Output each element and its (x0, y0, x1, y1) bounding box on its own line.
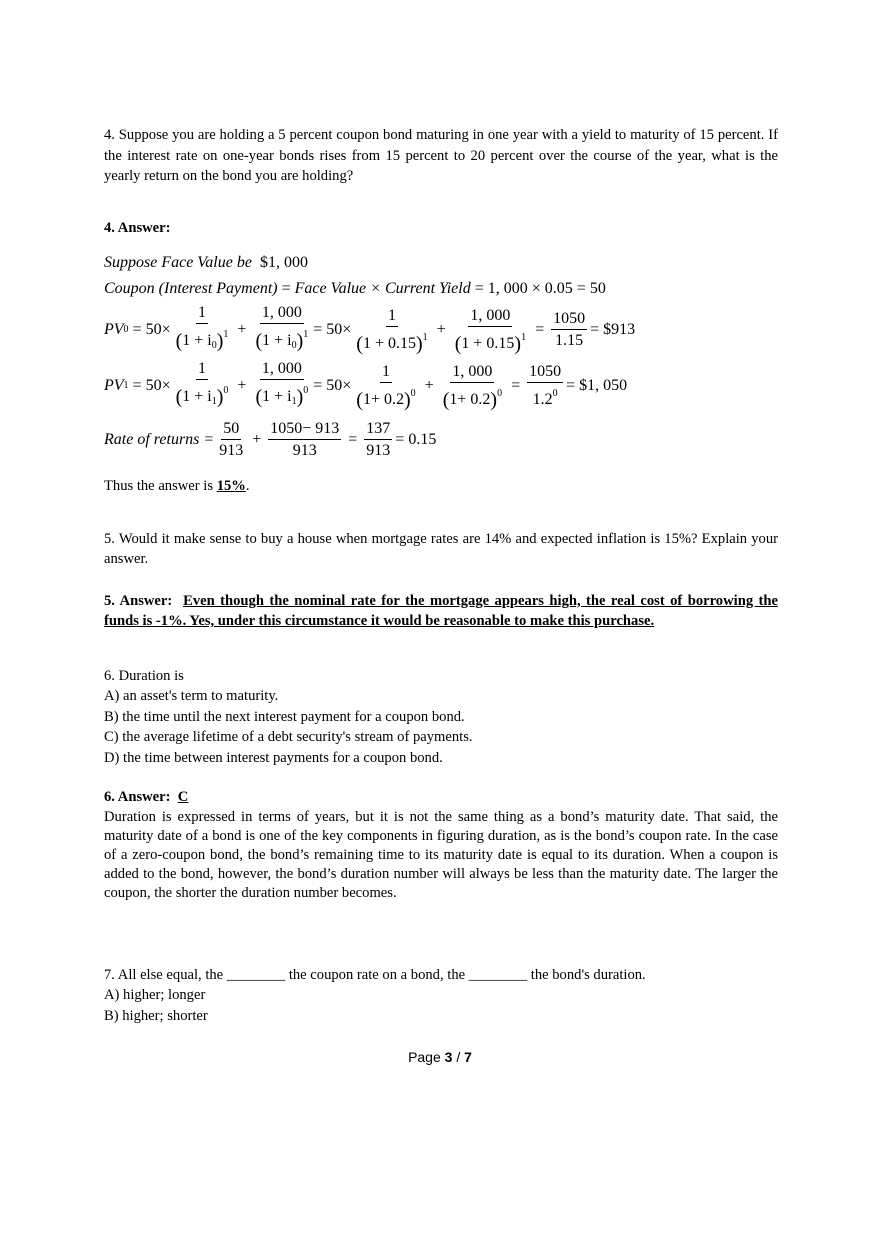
ror-label: Rate of returns = (104, 430, 215, 448)
face-value-line (104, 250, 778, 276)
question-6-explanation: Duration is expressed in terms of years, but it is not the same thing as a bond’s maturity date. That said, the maturity date of a bond is one of the key components in figuring duration, as is the bond’s coupon rate. In the case of a zero-coupon bond, the bond’s remaining time to its maturity date is equal to its duration. When a coupon is added to the bond, however, the bond’s duration number will always be less than the maturity date. The larger the coupon, the shorter the duration number becomes. (104, 808, 778, 901)
pv1-equation: PV 1 = 50× $\frac{1}{(1 + i_1)^0}$ + $\frac{1, 000}{(1 + i_1)^0}$ = 50× $\frac{1}{(1+ 0.2)^0}$ + $\frac{1, 000}{(1+ 0.2)^0}$ = $\frac{1050}{1.2^0}$ = $1, 050 (104, 360, 628, 411)
coupon-line: Coupon (Interest Payment) = Face Value × Current Yield = 1, 000 × 0.05 = 50 (104, 276, 778, 302)
question-6-text: 6. Duration is (104, 667, 184, 684)
fraction-denominator: $(1+ 0.2)^0$ (442, 387, 503, 411)
fraction-denominator: 913 (219, 441, 244, 459)
fraction-numerator: 50 (221, 420, 241, 440)
fraction-denominator: $(1 + i_0)^1$ (255, 329, 309, 352)
question-6-answer-heading: 6. Answer: (104, 789, 171, 805)
ror-fraction-2 (268, 420, 341, 461)
pv1-label: PV (104, 376, 124, 394)
question-6-option-d: D) the time between interest payments for a coupon bond. (104, 749, 443, 766)
page-content (104, 125, 778, 1026)
question-7-option-a: A) higher; longer (104, 987, 206, 1003)
pv1-coupon-fraction-numeric (354, 363, 417, 410)
coupon-label: Coupon (Interest Payment) (104, 279, 278, 297)
ror-fraction-3 (364, 420, 392, 461)
pv1-total-fraction (527, 363, 563, 410)
fraction-numerator: 1, 000 (450, 363, 494, 383)
fraction-denominator: 913 (292, 441, 317, 459)
fraction-numerator: 137 (364, 420, 392, 440)
page-footer (0, 1049, 880, 1065)
pv0-coupon-fraction-numeric (354, 307, 429, 354)
ror-fraction-1 (217, 420, 245, 461)
pv0-subscript: 0 (123, 323, 129, 335)
pv0-equation: PV 0 = 50× $\frac{1}{(1 + i_0)^1}$ + $\frac{1, 000}{(1 + i_0)^1}$ = 50× $\frac{1}{(1 + 0.15)^1}$ + $\frac{1, 000}{(1 + 0.15)^1}$ = $\frac{1050}{1.15}$ = $913 (104, 304, 636, 355)
current-page-number: 3 (444, 1049, 453, 1065)
rate-of-return-equation: Rate of returns = $\frac{50}{913}$ + $\frac{1050- 913}{913}$ = $\frac{137}{913}$ = 0.15 (104, 419, 437, 459)
question-7-option-b: B) higher; shorter (104, 1007, 208, 1024)
fraction-denominator: $(1 + i_1)^0$ (255, 385, 309, 408)
fifty-times: = 50× (132, 320, 171, 338)
pv0-label: PV (104, 320, 124, 338)
question-5-answer-heading: 5. Answer: (104, 592, 173, 609)
question-6-answer-letter: C (177, 789, 189, 805)
pv1-face-fraction (253, 360, 310, 412)
pv1-coupon-fraction (174, 360, 231, 412)
total-pages: 7 (464, 1049, 472, 1065)
question-5-answer (104, 591, 778, 632)
page-separator: / (452, 1049, 465, 1065)
question-5-text: 5. Would it make sense to buy a house when mortgage rates are 14% and expected inflation is 15%? Explain your answer. (104, 530, 778, 567)
fraction-denominator: $(1 + i_0)^1$ (175, 329, 229, 352)
fraction-numerator: 1050 (551, 310, 587, 330)
pv1-result: = $1, 050 (566, 376, 628, 394)
question-4-answer-heading: 4. Answer: (104, 219, 171, 236)
fifty-times: = 50× (132, 376, 171, 394)
q4-solution (104, 250, 778, 466)
fraction-denominator: $(1 + 0.15)^1$ (356, 331, 428, 355)
fraction-denominator: $(1 + i_1)^0$ (175, 385, 229, 408)
fraction-numerator: 1050 (527, 363, 563, 383)
pv1-subscript: 1 (123, 379, 129, 391)
face-value-label: Suppose Face Value be (104, 253, 252, 271)
pv0-coupon-fraction (174, 304, 231, 356)
pv0-face-fraction (253, 304, 310, 356)
question-4-text: 4. Suppose you are holding a 5 percent coupon bond maturing in one year with a yield to maturity of 15 percent. If the interest rate on one-year bonds rises from 15 percent to 20 percent over the course of the year, what is the yearly return on the bond you are holding? (104, 127, 778, 184)
fraction-numerator: 1 (386, 307, 398, 327)
fraction-denominator: 913 (366, 441, 391, 459)
fifty-times: = 50× (313, 320, 352, 338)
question-6-option-a: A) an asset's term to maturity. (104, 688, 279, 704)
pv0-face-fraction-numeric (453, 307, 528, 354)
pv0-result: = $913 (590, 320, 636, 338)
fraction-numerator: 1050− 913 (268, 420, 341, 440)
ror-result: = 0.15 (395, 430, 437, 448)
page-number-label: Page (408, 1049, 445, 1065)
question-5-answer-text: Even though the nominal rate for the mortgage appears high, the real cost of borrowing the funds is -1%. Yes, under this circumstance it would be reasonable to make this purchase. (104, 592, 778, 629)
face-value-amount: $1, 000 (259, 253, 308, 271)
fraction-denominator: $(1 + 0.15)^1$ (454, 331, 527, 355)
fraction-denominator: $1.2^0$ (532, 387, 558, 408)
pv0-total-fraction (551, 310, 587, 351)
fifty-times: = 50× (313, 376, 352, 394)
question-6-option-c: C) the average lifetime of a debt security's stream of payments. (104, 729, 473, 745)
pv1-face-fraction-numeric (441, 363, 504, 410)
fraction-denominator: 1.15 (555, 331, 584, 349)
question-7-text: 7. All else equal, the ________ the coupon rate on a bond, the ________ the bond's duration. (104, 966, 646, 983)
coupon-value: 1, 000 × 0.05 = 50 (487, 279, 606, 297)
question-6-option-b: B) the time until the next interest payment for a coupon bond. (104, 708, 465, 725)
coupon-formula: Face Value × Current Yield (294, 279, 471, 297)
fraction-numerator: 1, 000 (468, 307, 512, 327)
fraction-numerator: 1 (196, 360, 208, 380)
q4-conclusion: Thus the answer is 15%. (104, 478, 250, 494)
fraction-numerator: 1, 000 (260, 360, 304, 380)
fraction-numerator: 1, 000 (260, 304, 304, 324)
fraction-numerator: 1 (380, 363, 392, 383)
question-6-answer (104, 787, 778, 808)
fraction-denominator: $(1+ 0.2)^0$ (356, 387, 416, 411)
fraction-numerator: 1 (196, 304, 208, 324)
q4-answer-value: 15% (216, 478, 246, 494)
